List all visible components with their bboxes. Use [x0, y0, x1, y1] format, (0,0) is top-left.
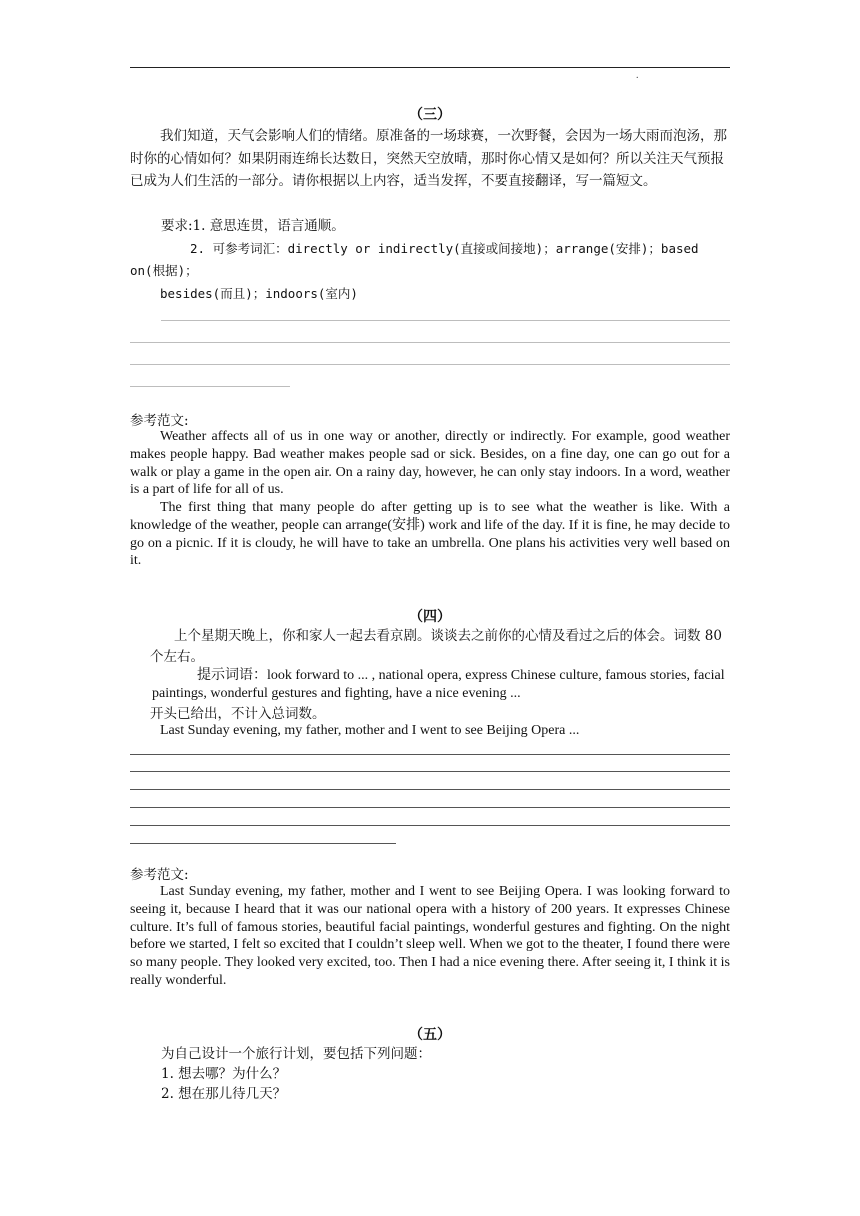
answer-line: [130, 342, 730, 343]
answer-line: [161, 320, 730, 321]
section-4-hint: 提示词语：look forward to ... , national opera, express Chinese culture, famous stories, facial paintings, wonderful gestures and fighting, have a nice evening ...: [152, 668, 725, 701]
section-3-intro: 我们知道，天气会影响人们的情绪。原准备的一场球赛，一次野餐，会因为一场大雨而泡汤，那时你的心情如何？如果阴雨连绵长达数日，突然天空放晴，那时你心情又是如何？所以关注天气预报已成为人们生活的一部分。请你根据以上内容，适当发挥，不要直接翻译，写一篇短文。: [130, 128, 727, 189]
header-rule: [130, 67, 730, 68]
section-3-reference-paragraph-1: Weather affects all of us in one way or another, directly or indirectly. For example, good weather makes people happy. Bad weather makes people sad or sick. Besides, on a fine day, one can go out for a walk or play a game in the open air. On a rainy day, however, he can only stay indoors. In a word, weather is a part of life for all of us.: [130, 429, 730, 498]
section-4-title: （四）: [409, 610, 451, 625]
section-4-reference-label: 参考范文:: [130, 867, 189, 883]
answer-line: [130, 364, 730, 365]
section-3-reference-paragraph-2: The first thing that many people do after getting up is to see what the weather is like. With a knowledge of the weather, people can arrange(安排) work and life of the day. If it is fine, he may decide to go on a picnic. If it is cloudy, he will have to take an umbrella. One plans his activities very well based on it.: [130, 500, 730, 569]
answer-line: [130, 771, 730, 772]
section-5-question-2: 2. 想在那儿待几天？: [161, 1086, 287, 1102]
section-4-reference-paragraph: Last Sunday evening, my father, mother and I went to see Beijing Opera. I was looking forward to seeing it, because I heard that it was our national opera with a history of 200 years. It expresses Chinese culture. It’s full of famous stories, beautiful facial paintings, wonderful gestures and fighting. On the night before we started, I felt so excited that I couldn’t sleep well. When we got to the theater, I found there were so many people. They looked very excited, too. Then I had a nice evening there. After seeing it, I think it is really wonderful.: [130, 884, 730, 988]
answer-line: [130, 386, 290, 387]
answer-line: [130, 789, 730, 790]
section-3-requirement-2: 2. 可参考词汇：directly or indirectly(直接或间接地)；arrange(安排)；based on(根据)；: [130, 241, 699, 278]
section-3-requirement-3: besides(而且)；indoors(室内): [160, 286, 358, 301]
answer-line: [130, 825, 730, 826]
answer-line: [130, 807, 730, 808]
section-3-reference-label: 参考范文:: [130, 413, 189, 429]
section-3-title: （三）: [409, 108, 451, 123]
answer-line: [130, 843, 396, 844]
section-4-opening: Last Sunday evening, my father, mother and I went to see Beijing Opera ...: [160, 723, 580, 738]
section-5-title: （五）: [409, 1028, 451, 1043]
answer-line: [130, 754, 730, 755]
section-4-note: 开头已给出，不计入总词数。: [150, 706, 326, 722]
section-5-question-1: 1. 想去哪？为什么？: [161, 1066, 287, 1082]
section-5-intro: 为自己设计一个旅行计划，要包括下列问题：: [161, 1046, 431, 1062]
section-3-requirement-1: 要求:1. 意思连贯，语言通顺。: [161, 218, 345, 234]
header-dot: .: [636, 70, 639, 81]
section-4-intro: 上个星期天晚上，你和家人一起去看京剧。谈谈去之前你的心情及看过之后的体会。词数 80 个左右。: [150, 628, 722, 665]
